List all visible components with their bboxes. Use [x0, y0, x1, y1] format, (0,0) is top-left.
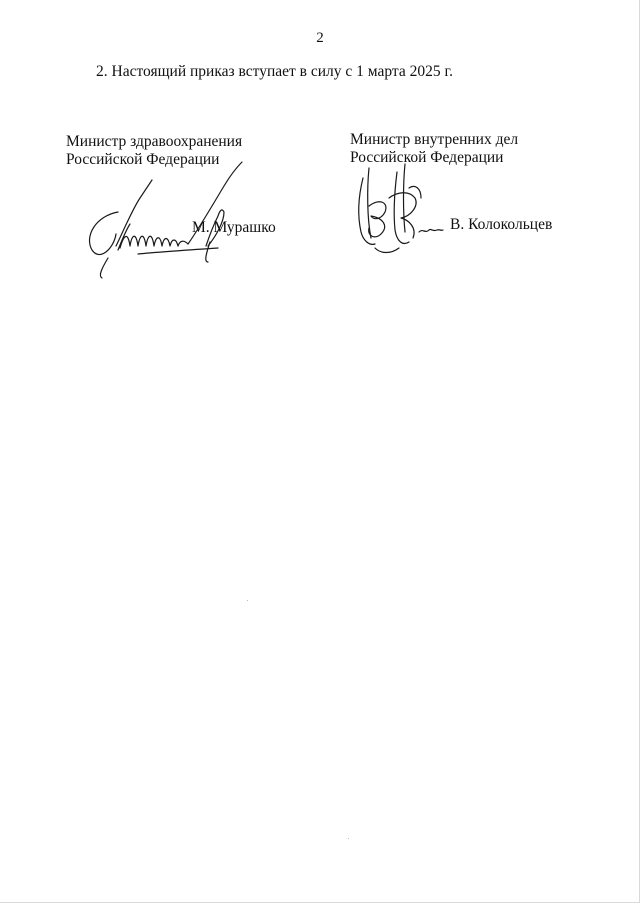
handwritten-signature-kolokoltsev	[345, 158, 445, 258]
handwritten-signature-murashko	[78, 150, 248, 280]
page-number: 2	[316, 30, 324, 46]
signatory-title-line: Министр здравоохранения	[66, 133, 243, 150]
scan-artifact	[247, 600, 248, 601]
signatory-name-kolokoltsev: В. Колокольцев	[450, 216, 553, 233]
signatory-title-line: Российской Федерации	[66, 151, 220, 168]
signatory-name-murashko: М. Мурашко	[192, 219, 276, 236]
signatory-title-line: Министр внутренних дел	[350, 131, 519, 148]
signatory-title-line: Российской Федерации	[350, 149, 504, 166]
scan-artifact	[348, 838, 349, 839]
effective-date-paragraph: 2. Настоящий приказ вступает в силу с 1 марта 2025 г.	[96, 63, 453, 80]
